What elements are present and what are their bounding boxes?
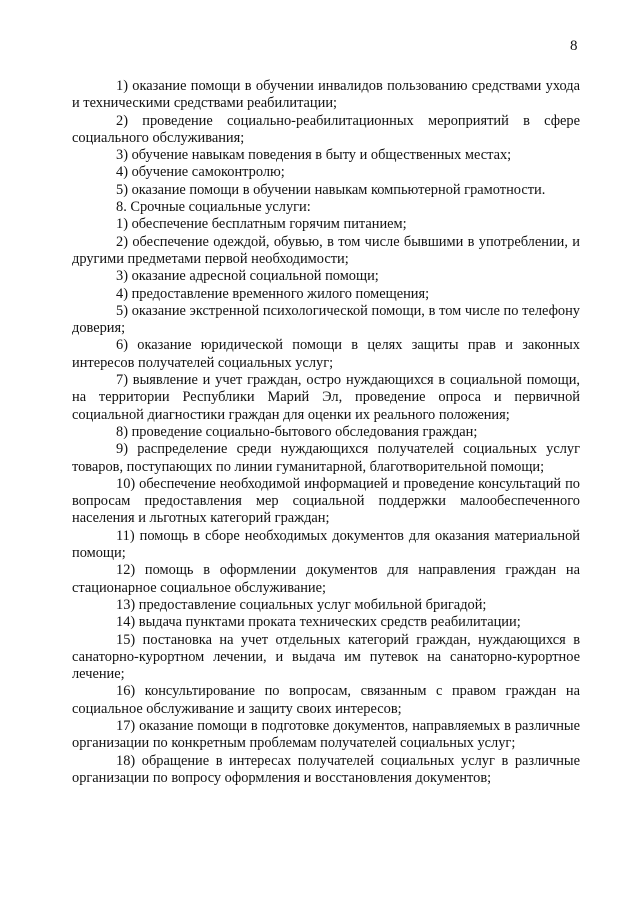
paragraph-14: 8) проведение социально-бытового обследования граждан;: [116, 423, 478, 440]
paragraph-15: 9) распределение среди нуждающихся получателей социальных услуг товаров, поступающих по линии гуманитарной, благотворительной помощи;: [72, 441, 580, 475]
paragraph-18: 12) помощь в оформлении документов для направления граждан на стационарное социальное обслуживание;: [72, 562, 580, 596]
paragraph-7: 1) обеспечение бесплатным горячим питанием;: [116, 216, 407, 233]
paragraph-22: 16) консультирование по вопросам, связанным с правом граждан на социальное обслуживание и защиту своих интересов;: [72, 683, 580, 717]
paragraph-9: 3) оказание адресной социальной помощи;: [116, 268, 379, 285]
paragraph-21: 15) постановка на учет отдельных категорий граждан, нуждающихся в санаторно-курортном лечении, и выдача им путевок на санаторно-курортное лечение;: [72, 631, 580, 683]
paragraph-23: 17) оказание помощи в подготовке документов, направляемых в различные организации по конкретным проблемам получателей социальных услуг;: [72, 717, 580, 752]
paragraph-24: 18) обращение в интересах получателей социальных услуг в различные организации по вопросу оформления и восстановления документов;: [72, 752, 580, 786]
section-heading: 8. Срочные социальные услуги:: [116, 199, 311, 216]
paragraph-11: 5) оказание экстренной психологической помощи, в том числе по телефону доверия;: [72, 302, 580, 337]
paragraph-2: 2) проведение социально-реабилитационных мероприятий в сфере социального обслуживания;: [72, 112, 580, 146]
paragraph-17: 11) помощь в сборе необходимых документов для оказания материальной помощи;: [72, 527, 580, 562]
paragraph-4: 4) обучение самоконтролю;: [116, 164, 285, 181]
paragraph-20: 14) выдача пунктами проката технических средств реабилитации;: [116, 614, 521, 631]
paragraph-13: 7) выявление и учет граждан, остро нуждающихся в социальной помощи, на территории Республики Марий Эл, проведение опроса и первичной социальной диагностики граждан для оценки их реального положения;: [72, 372, 580, 423]
paragraph-5: 5) оказание помощи в обучении навыкам компьютерной грамотности.: [116, 181, 546, 198]
paragraph-12: 6) оказание юридической помощи в целях защиты прав и законных интересов получателей социальных услуг;: [72, 337, 580, 371]
page-number: 8: [570, 38, 578, 54]
paragraph-3: 3) обучение навыкам поведения в быту и общественных местах;: [116, 147, 512, 164]
paragraph-10: 4) предоставление временного жилого помещения;: [116, 285, 430, 302]
paragraph-1: 1) оказание помощи в обучении инвалидов пользованию средствами ухода и техническими средствами реабилитации;: [72, 78, 580, 112]
paragraph-19: 13) предоставление социальных услуг мобильной бригадой;: [116, 596, 487, 613]
document-body: [72, 78, 580, 787]
paragraph-16: 10) обеспечение необходимой информацией и проведение консультаций по вопросам предоставления мер социальной поддержки малообеспеченного населения и льготных категорий граждан;: [72, 475, 580, 527]
paragraph-8: 2) обеспечение одеждой, обувью, в том числе бывшими в употреблении, и другими предметами первой необходимости;: [72, 233, 580, 267]
